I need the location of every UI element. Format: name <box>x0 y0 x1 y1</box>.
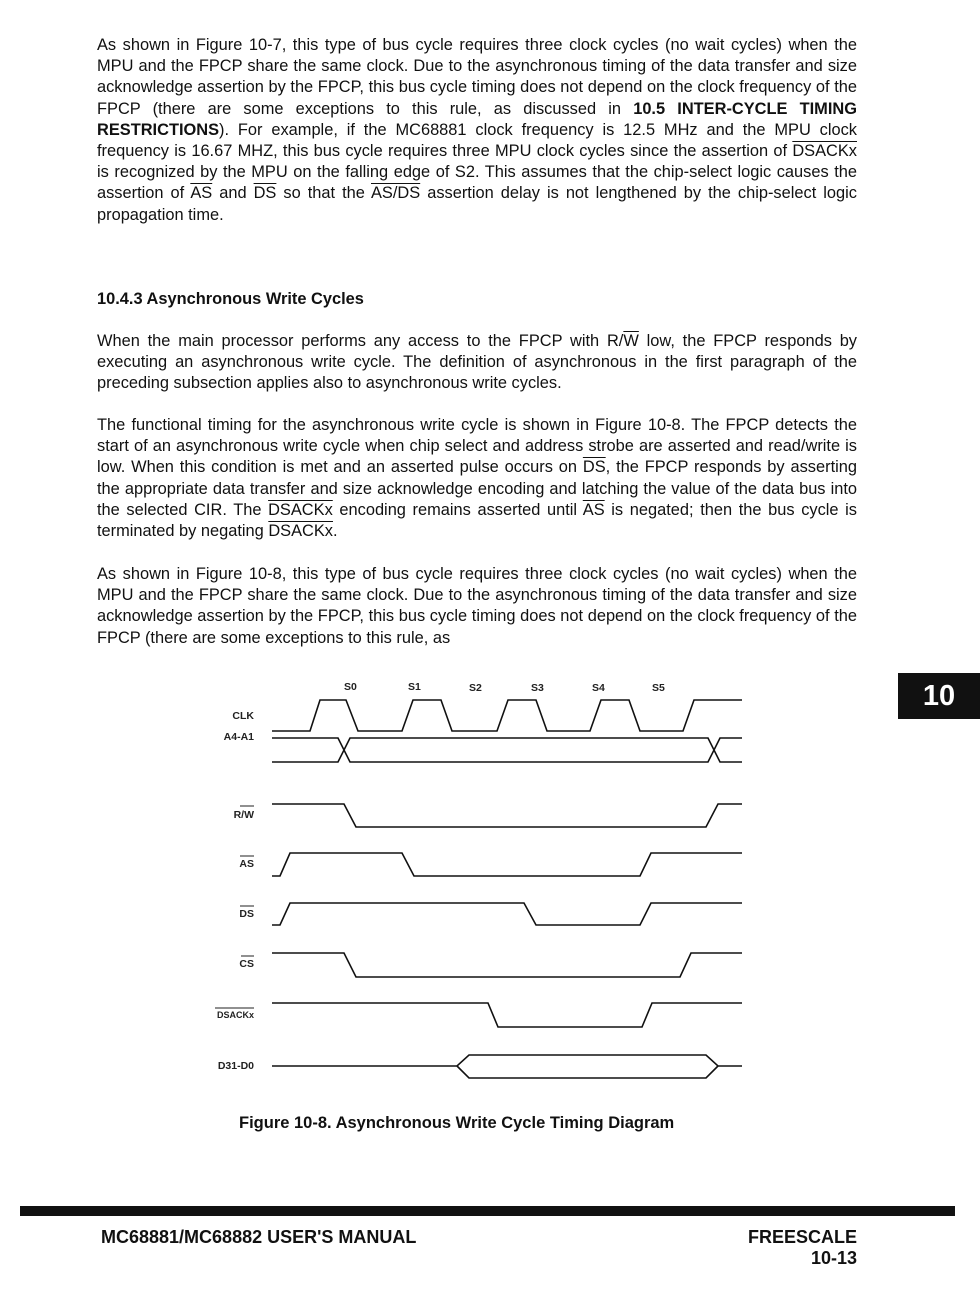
overlined-signal: DSACKx <box>268 522 333 541</box>
overlined-signal: $\overline{DS}$ <box>582 458 606 477</box>
signal-label-data-bus: D31-D0 <box>217 1060 254 1072</box>
footer-publisher: FREESCALE <box>747 1227 857 1247</box>
signal-label-clk: CLK <box>232 710 254 722</box>
text-run: As shown in Figure 10-7, this type of bus cycle requires three clock cycles (no wait cycles) when the MPU and the FPCP share the same clock. Due to the asynchronous timing of the data transfer and size acknowledge assertion by the FPCP, this bus cycle timing does not depend on the clock frequency of the FPCP (there are some exceptions to this rule, as discussed in <box>97 36 857 118</box>
ds-waveform <box>272 903 742 925</box>
footer-rule <box>20 1206 955 1216</box>
text-run: and <box>212 184 254 203</box>
figure-caption: Figure 10-8. Asynchronous Write Cycle Timing Diagram <box>239 1114 675 1132</box>
bold-reference: 10.5 INTER-CYCLE TIMING RESTRICTIONS <box>97 99 857 139</box>
signal-label-rw: R/W <box>233 809 254 821</box>
overlined-signal: $\overline{DS}$ <box>253 184 277 203</box>
cs-waveform <box>272 953 742 977</box>
overlined-signal: AS/DS <box>371 184 421 203</box>
text-run: assertion delay is not lengthened by the chip-select logic propagation time. <box>97 184 857 224</box>
state-label: S4 <box>592 682 605 694</box>
text-run: is negated; then the bus cycle is terminated by negating <box>97 500 858 541</box>
signal-label-as: AS <box>239 858 254 870</box>
overlined-signal: $\overline{AS}$ <box>190 184 213 203</box>
text-run: The functional timing for the asynchronous write cycle is shown in Figure 10-8. The FPCP detects the start of an asynchronous write cycle when chip select and address strobe are asserted and read/write is low. When this condition is met and an asserted pulse occurs on <box>97 416 857 477</box>
text-run: so that the <box>276 184 371 203</box>
signal-label-ds: DS <box>239 908 254 920</box>
state-label: S0 <box>344 681 357 693</box>
footer-right <box>748 1227 857 1269</box>
signal-label-dsackx: DSACKx <box>216 1010 254 1020</box>
text-run: encoding remains asserted until <box>332 500 583 519</box>
overlined-signal: DSACKx <box>792 142 857 161</box>
footer-manual-title: MC68881/MC68882 USER'S MANUAL <box>101 1227 417 1247</box>
clk-waveform <box>272 700 742 731</box>
state-label: S5 <box>652 682 665 694</box>
section-heading: 10.4.3 Asynchronous Write Cycles <box>97 290 364 308</box>
text-run: low, the FPCP responds by executing an asynchronous write cycle. The definition of asynchronous in the first paragraph of the preceding subsection applies also to asynchronous write cycles. <box>97 332 858 393</box>
state-label: S1 <box>408 681 421 693</box>
overlined-signal: $\overline{W}$ <box>623 332 639 350</box>
section-tab: 10 <box>898 673 980 719</box>
rw-waveform <box>272 804 742 827</box>
overlined-signal: $\overline{AS}$ <box>582 500 605 519</box>
footer-page-number: 10-13 <box>810 1248 857 1268</box>
as-waveform <box>272 853 742 876</box>
text-run: is recognized by the MPU on the falling edge of S2. This assumes that the chip-select logic causes the assertion of <box>97 163 857 203</box>
address-waveform <box>272 738 742 762</box>
text-run: ). For example, if the MC68881 clock frequency is 12.5 MHz and the MPU clock frequency is 16.67 MHZ, this bus cycle requires three MPU clock cycles since the assertion of <box>97 120 857 161</box>
dsackx-waveform <box>272 1003 742 1027</box>
state-label: S3 <box>531 682 544 694</box>
state-label: S2 <box>469 682 482 694</box>
signal-label-address: A4-A1 <box>223 731 254 743</box>
text-run: When the main processor performs any access to the FPCP with R/ <box>97 332 624 350</box>
text-run: , the FPCP responds by asserting the appropriate data transfer and size acknowledge encoding and latching the value of the data bus into the selected CIR. The <box>97 458 857 519</box>
text-run: As shown in Figure 10-8, this type of bus cycle requires three clock cycles (no wait cycles) when the MPU and the FPCP share the same clock. Due to the asynchronous timing of the data transfer and size acknowledge assertion by the FPCP, this bus cycle timing does not depend on the clock frequency of the FPCP (there are some exceptions to this rule, as <box>97 565 857 647</box>
signal-label-cs: CS <box>239 958 254 970</box>
text-run: . <box>332 522 338 541</box>
overlined-signal: DSACKx <box>268 500 333 519</box>
data-bus-waveform <box>272 1055 742 1078</box>
